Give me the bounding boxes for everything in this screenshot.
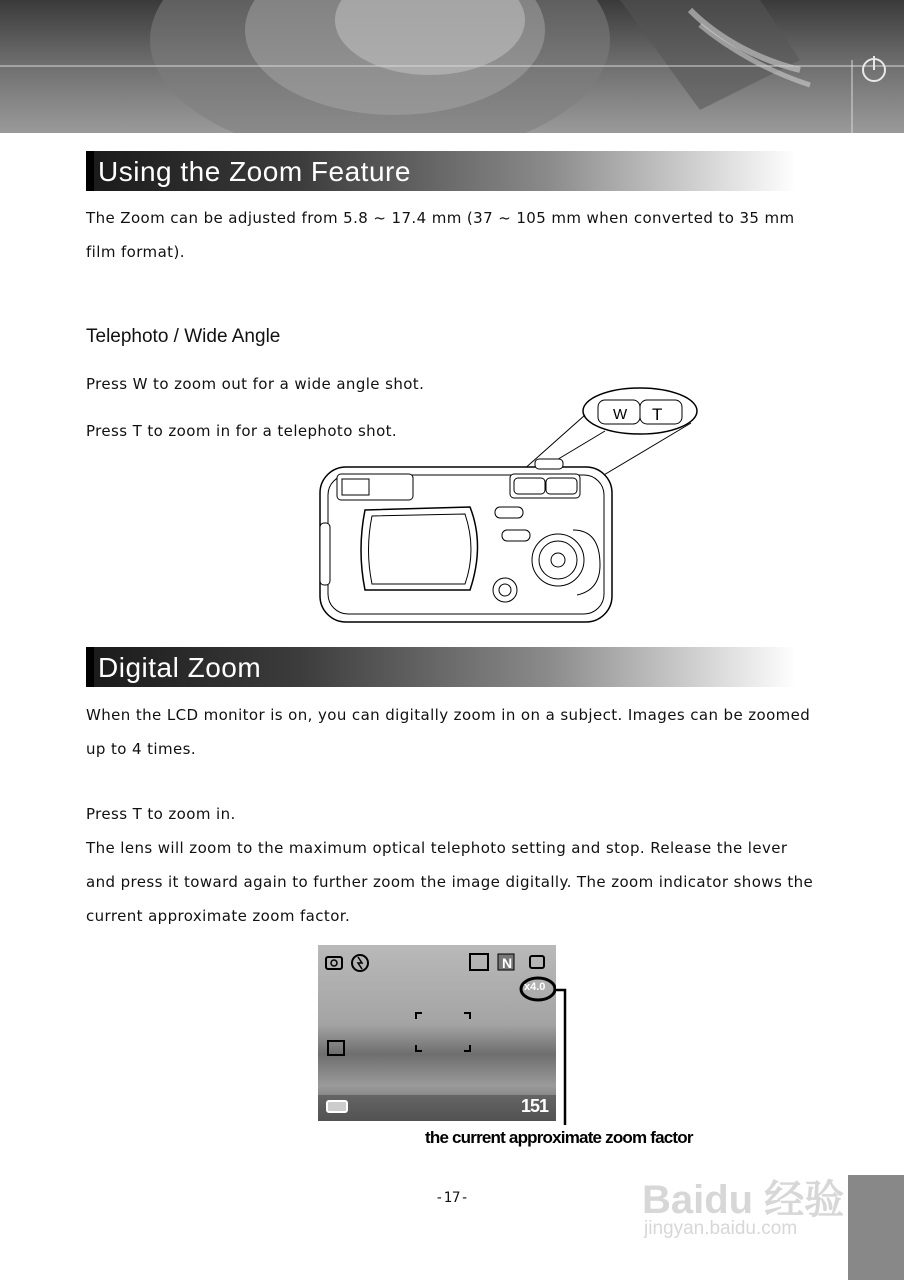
digital-zoom-detail-paragraph: The lens will zoom to the maximum optical telephoto setting and stop. Release the lever and press it toward again to further zoom the image digitally. The zoom indicator shows the current approximate zoom factor. bbox=[86, 839, 814, 925]
t-label: T bbox=[652, 405, 663, 424]
watermark-url: jingyan.baidu.com bbox=[644, 1218, 798, 1239]
section-title: Digital Zoom bbox=[98, 652, 262, 683]
page-number: -17- bbox=[435, 1190, 469, 1206]
callout-line bbox=[550, 985, 580, 1130]
lcd-shots-remaining: 151 bbox=[520, 1096, 548, 1116]
banner-camera-graphic bbox=[0, 0, 904, 133]
section-title: Using the Zoom Feature bbox=[98, 156, 411, 187]
zoom-factor-caption: the current approximate zoom factor bbox=[425, 1128, 693, 1147]
section-heading-digital-zoom bbox=[86, 647, 796, 687]
watermark bbox=[640, 1150, 860, 1250]
watermark-brand: Baidu 经验 bbox=[642, 1178, 845, 1222]
camera-back-diagram bbox=[315, 385, 700, 627]
lcd-screen-image bbox=[318, 945, 556, 1121]
section-heading-zoom-feature bbox=[86, 151, 796, 191]
camera-mode-icon bbox=[326, 957, 342, 969]
focus-bracket bbox=[416, 1013, 422, 1019]
telephoto-subheading: Telephoto / Wide Angle bbox=[86, 326, 281, 347]
battery-icon bbox=[327, 1101, 347, 1112]
quality-label: N bbox=[502, 955, 513, 971]
lcd-zoom-value: x4.0 bbox=[524, 981, 546, 993]
press-t-zoom-in: Press T to zoom in. bbox=[86, 805, 236, 823]
press-t-instruction: Press T to zoom in for a telephoto shot. bbox=[86, 422, 398, 440]
zoom-intro-paragraph: The Zoom can be adjusted from 5.8 ~ 17.4 mm (37 ~ 105 mm when converted to 35 mm film format). bbox=[86, 209, 795, 261]
press-w-instruction: Press W to zoom out for a wide angle shot. bbox=[86, 375, 425, 393]
metering-icon bbox=[328, 1041, 344, 1055]
digital-zoom-intro-paragraph: When the LCD monitor is on, you can digitally zoom in on a subject. Images can be zoomed up to 4 times. bbox=[86, 706, 811, 758]
w-label: W bbox=[613, 406, 628, 423]
macro-icon bbox=[530, 956, 544, 968]
resolution-icon bbox=[470, 954, 488, 970]
header-banner bbox=[0, 0, 904, 133]
